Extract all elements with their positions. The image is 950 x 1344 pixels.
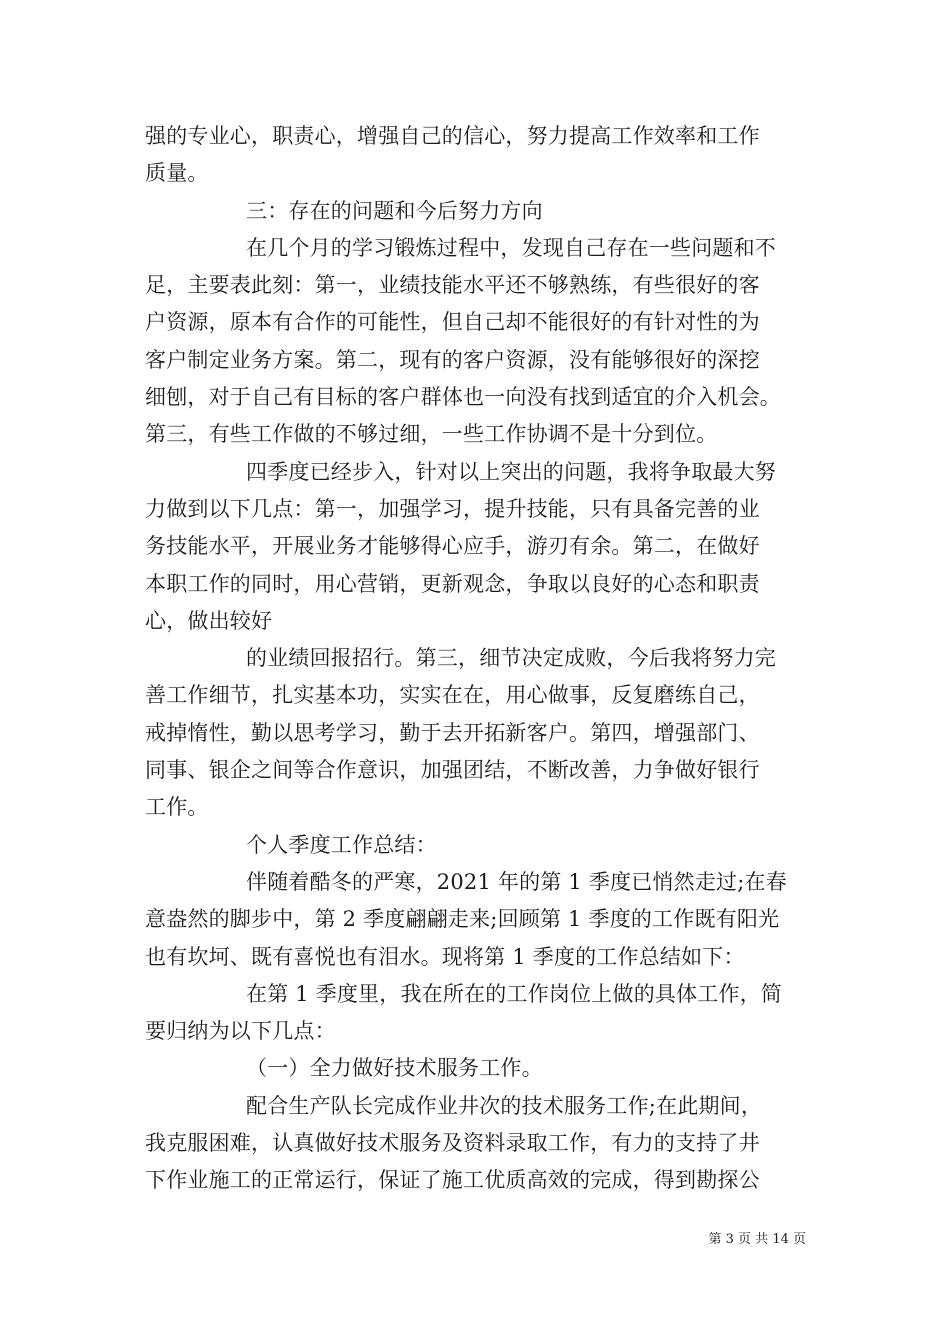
text-line-15: 的业绩回报招行。第三，细节决定成败，今后我将努力完 — [246, 646, 776, 671]
text-line-12: 务技能水平，开展业务才能够得心应手，游刃有余。第二，在做好 — [145, 534, 760, 559]
section-heading: 三：存在的问题和今后努力方向 — [246, 198, 543, 223]
text-line-24: 在第 1 季度里，我在所在的工作岗位上做的具体工作，简 — [246, 981, 783, 1006]
text-line-25: 要归纳为以下几点： — [145, 1019, 336, 1044]
text-line-8: 细刨，对于自己有目标的客户群体也一向没有找到适宜的介入机会。 — [145, 385, 781, 410]
text-line-21: 伴随着酷冬的严寒，2021 年的第 1 季度已悄然走过;在春 — [246, 869, 787, 894]
page-number: 第 3 页 共 14 页 — [708, 1232, 806, 1247]
text-line-29: 下作业施工的正常运行，保证了施工优质高效的完成，得到勘探公 — [145, 1168, 760, 1193]
text-line-7: 客户制定业务方案。第二，现有的客户资源，没有能够很好的深挖 — [145, 347, 760, 372]
text-line-14: 心，做出较好 — [145, 608, 273, 633]
document-body — [145, 118, 815, 1200]
subsection-heading: （一）全力做好技术服务工作。 — [246, 1056, 543, 1081]
text-line-18: 同事、银企之间等合作意识，加强团结，不断改善，力争做好银行 — [145, 758, 760, 783]
text-line-23: 也有坎坷、既有喜悦也有泪水。现将第 1 季度的工作总结如下： — [145, 944, 745, 969]
text-line-9: 第三，有些工作做的不够过细，一些工作协调不是十分到位。 — [145, 422, 718, 447]
text-line-19: 工作。 — [145, 795, 209, 820]
summary-heading: 个人季度工作总结： — [246, 832, 437, 857]
text-line-27: 配合生产队长完成作业井次的技术服务工作;在此期间， — [246, 1093, 763, 1118]
text-line-4: 在几个月的学习锻炼过程中，发现自己存在一些问题和不 — [246, 235, 776, 260]
text-line-16: 善工作细节，扎实基本功，实实在在，用心做事，反复磨练自己， — [145, 683, 760, 708]
text-line-22: 意盎然的脚步中，第 2 季度翩翩走来;回顾第 1 季度的工作既有阳光 — [145, 907, 780, 932]
text-line-10: 四季度已经步入，针对以上突出的问题，我将争取最大努 — [246, 459, 776, 484]
text-line-6: 户资源，原本有合作的可能性，但自己却不能很好的有针对性的为 — [145, 310, 760, 335]
text-line-11: 力做到以下几点：第一，加强学习，提升技能，只有具备完善的业 — [145, 496, 760, 521]
text-line-1: 强的专业心，职责心，增强自己的信心，努力提高工作效率和工作 — [145, 124, 760, 148]
text-line-17: 戒掉惰性，勤以思考学习，勤于去开拓新客户。第四，增强部门、 — [145, 720, 760, 745]
text-line-28: 我克服困难，认真做好技术服务及资料录取工作，有力的支持了井 — [145, 1131, 760, 1156]
text-line-13: 本职工作的同时，用心营销，更新观念，争取以良好的心态和职责 — [145, 571, 760, 596]
text-line-5: 足，主要表此刻：第一，业绩技能水平还不够熟练，有些很好的客 — [145, 273, 760, 298]
text-line-2: 质量。 — [145, 161, 209, 186]
